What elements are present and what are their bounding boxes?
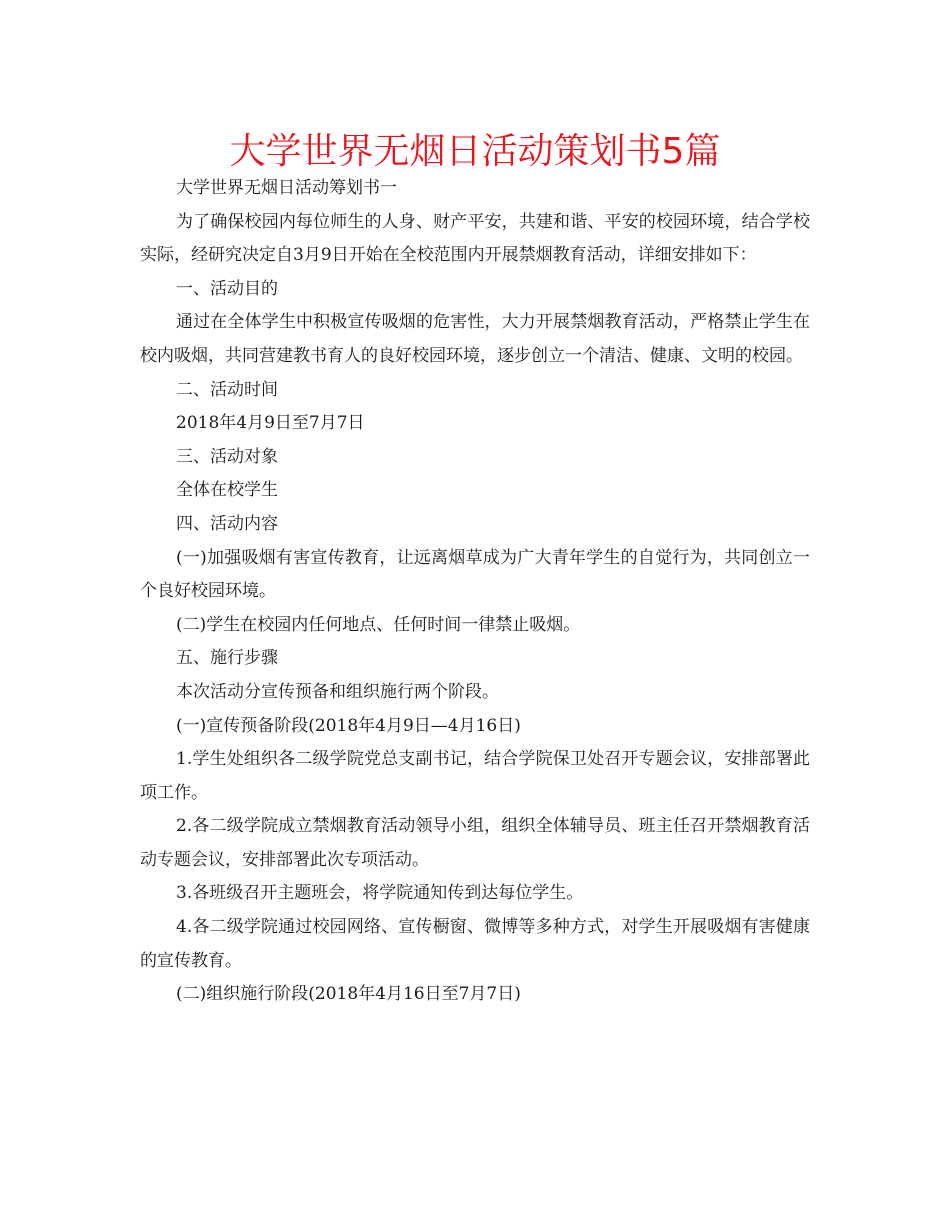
document-body xyxy=(140,172,810,1012)
paragraph-intro: 为了确保校园内每位师生的人身、财产平安，共建和谐、平安的校园环境，结合学校实际，经研究决定自3月9日开始在全校范围内开展禁烟教育活动，详细安排如下： xyxy=(140,211,810,266)
paragraph-content-1: (一)加强吸烟有害宣传教育，让远离烟草成为广大青年学生的自觉行为，共同创立一个良好校园环境。 xyxy=(140,547,810,602)
document-title: 大学世界无烟日活动策划书5篇 xyxy=(229,131,721,172)
paragraph-purpose: 通过在全体学生中积极宣传吸烟的危害性，大力开展禁烟教育活动，严格禁止学生在校内吸烟，共同营建教书育人的良好校园环境，逐步创立一个清洁、健康、文明的校园。 xyxy=(140,312,810,366)
paragraph-plan-heading: 大学世界无烟日活动筹划书一 xyxy=(176,178,397,198)
section-heading-content: 四、活动内容 xyxy=(176,513,278,534)
section-heading-purpose: 一、活动目的 xyxy=(176,278,278,299)
paragraph-step-1: 1.学生处组织各二级学院党总支副书记，结合学院保卫处召开专题会议，安排部署此项工作。 xyxy=(140,749,810,803)
paragraph-time: 2018年4月9日至7月7日 xyxy=(176,413,365,434)
section-heading-target: 三、活动对象 xyxy=(176,446,278,467)
section-heading-time: 二、活动时间 xyxy=(176,379,278,400)
paragraph-step-2: 2.各二级学院成立禁烟教育活动领导小组，组织全体辅导员、班主任召开禁烟教育活动专题会议，安排部署此次专项活动。 xyxy=(140,816,810,870)
subheading-prep-stage: (一)宣传预备阶段(2018年4月9日—4月16日) xyxy=(176,715,521,736)
paragraph-step-3: 3.各班级召开主题班会，将学院通知传到达每位学生。 xyxy=(176,883,584,904)
section-heading-steps: 五、施行步骤 xyxy=(176,648,278,669)
subheading-implementation-stage: (二)组织施行阶段(2018年4月16日至7月7日) xyxy=(176,984,521,1005)
paragraph-target: 全体在校学生 xyxy=(176,480,278,501)
paragraph-steps-intro: 本次活动分宣传预备和组织施行两个阶段。 xyxy=(176,681,499,702)
paragraph-step-4: 4.各二级学院通过校园网络、宣传橱窗、微博等多种方式，对学生开展吸烟有害健康的宣传教育。 xyxy=(140,917,810,971)
paragraph-content-2: (二)学生在校园内任何地点、任何时间一律禁止吸烟。 xyxy=(176,614,581,635)
